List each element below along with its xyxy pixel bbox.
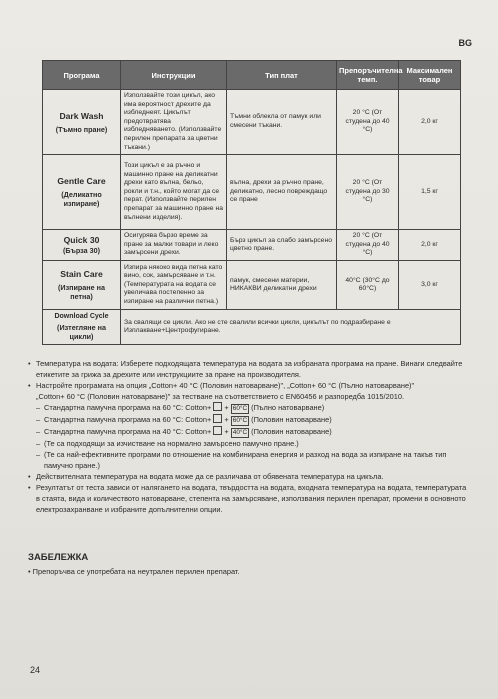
program-name: Gentle Care (Деликатно изпиране) — [43, 155, 121, 230]
program-temp: 20 °C (От студена до 40 °C) — [337, 230, 399, 261]
program-load: 2,0 кг — [399, 90, 461, 155]
program-name: Quick 30 (Бърза 30) — [43, 230, 121, 261]
notes-list — [28, 358, 468, 515]
note-efficiency: – (Те са най-ефективните програми по отношение на комбинирана енергия и разход на вода за изпиране на такъв тип памучно пране.) — [28, 449, 468, 471]
note-normal-soil: – (Те са подходящи за изчистване на нормално замърсено памучно пране.) — [28, 438, 468, 449]
square-icon — [213, 426, 222, 435]
square-icon — [213, 402, 222, 411]
note-text: • Препоръчва се употребата на неутрален перилен препарат. — [28, 567, 240, 576]
page-number: 24 — [30, 665, 41, 675]
table-row — [43, 230, 461, 261]
download-cycle-text: За свалящи се цикли. Ако не сте свалили всички цикли, цикълът по подразбиране е Изплакване+Центрофугиране. — [121, 310, 461, 345]
bullet-test-result: • Резултатът от теста зависи от налягането на водата, твърдостта на водата, входната температура на водата, температурата в стаята, вида и количеството натоварване, степента на замърсяване, използвания перилен препарат, промени в основното електрозахранване и избраните допълнителни опции. — [28, 482, 468, 515]
program-table — [42, 60, 461, 345]
cotton-60-half: – Стандартна памучна програма на 60 °C: Cotton+ + 60°C (Половин натоварване) — [28, 414, 468, 426]
header-instructions: Инструкции — [121, 61, 227, 90]
table-header-row — [43, 61, 461, 90]
program-load: 1,5 кг — [399, 155, 461, 230]
program-instructions: Този цикъл е за ръчно и машинно пране на деликатни дрехи като вълна, бельо, рокли и т.н., който могат да се перат. (Използвайте перилен препарат за машинно пране на вълнени изделия). — [121, 155, 227, 230]
table-row — [43, 310, 461, 345]
cotton-60-full: – Стандартна памучна програма на 60 °C: Cotton+ + 60°C (Пълно натоварване) — [28, 402, 468, 414]
header-program: Програма — [43, 61, 121, 90]
header-fabric: Тип плат — [227, 61, 337, 90]
program-fabric: памук, смесени материи, НИКАКВИ деликатни дрехи — [227, 261, 337, 310]
program-temp: 20 °C (От студена до 40 °C) — [337, 90, 399, 155]
header-temp: Препоръчителна темп. — [337, 61, 399, 90]
program-name: Stain Care (Изпиране на петна) — [43, 261, 121, 310]
note-title: ЗАБЕЛЕЖКА — [28, 552, 89, 563]
square-icon — [213, 414, 222, 423]
cotton-40-half: – Стандартна памучна програма на 40 °C: Cotton+ + 40°C (Половин натоварване) — [28, 426, 468, 438]
program-load: 2,0 кг — [399, 230, 461, 261]
bullet-water-temp: • Температура на водата: Изберете подходящата температура на водата за избраната програма на пране. Винаги следвайте етикетите за грижа за дрехите или инструкциите за пране на производителя. — [28, 358, 468, 380]
header-load: Максимален товар — [399, 61, 461, 90]
table-row — [43, 90, 461, 155]
table-row — [43, 155, 461, 230]
language-code: BG — [458, 38, 472, 48]
bullet-test-settings: • Настройте програмата на опция „Cotton+ 40 °C (Половин натоварване)", „Cotton+ 60 °C (Пълно натоварване)" „Cotton+ 60 °C (Половин натоварване)" за тестване на съответствието с EN60456 и разпоредба 1015/2010. — [28, 380, 468, 402]
program-fabric: Тъмни облекла от памук или смесени тъкани. — [227, 90, 337, 155]
program-instructions: Осигурява бързо време за пране за малки товари и леко замърсени дрехи. — [121, 230, 227, 261]
program-temp: 20 °C (От студена до 30 °C) — [337, 155, 399, 230]
program-instructions: Използвайте този цикъл, ако има вероятност дрехите да избледнеят. Цикълът предотвратява избледняването. (Използвайте перилен препарата за цветни тъкани.) — [121, 90, 227, 155]
program-fabric: вълна, дрехи за ръчно пране, деликатно, лесно повреждащо се пране — [227, 155, 337, 230]
program-name: Download Cycle (Изтегляне на цикли) — [43, 310, 121, 345]
table-row — [43, 261, 461, 310]
program-instructions: Изпира някоко вида петна като вино, сок, замърсяване и т.н. (Температурата на водата се увеличава постепенно за изпиране на различни петна.) — [121, 261, 227, 310]
program-fabric: Бърз цикъл за слабо замърсено цветно пране. — [227, 230, 337, 261]
program-temp: 40°C (30°C до 60°C) — [337, 261, 399, 310]
bullet-actual-temp: • Действителната температура на водата може да се различава от обявената температура на цикъла. — [28, 471, 468, 482]
program-load: 3,0 кг — [399, 261, 461, 310]
program-name: Dark Wash (Тъмно пране) — [43, 90, 121, 155]
